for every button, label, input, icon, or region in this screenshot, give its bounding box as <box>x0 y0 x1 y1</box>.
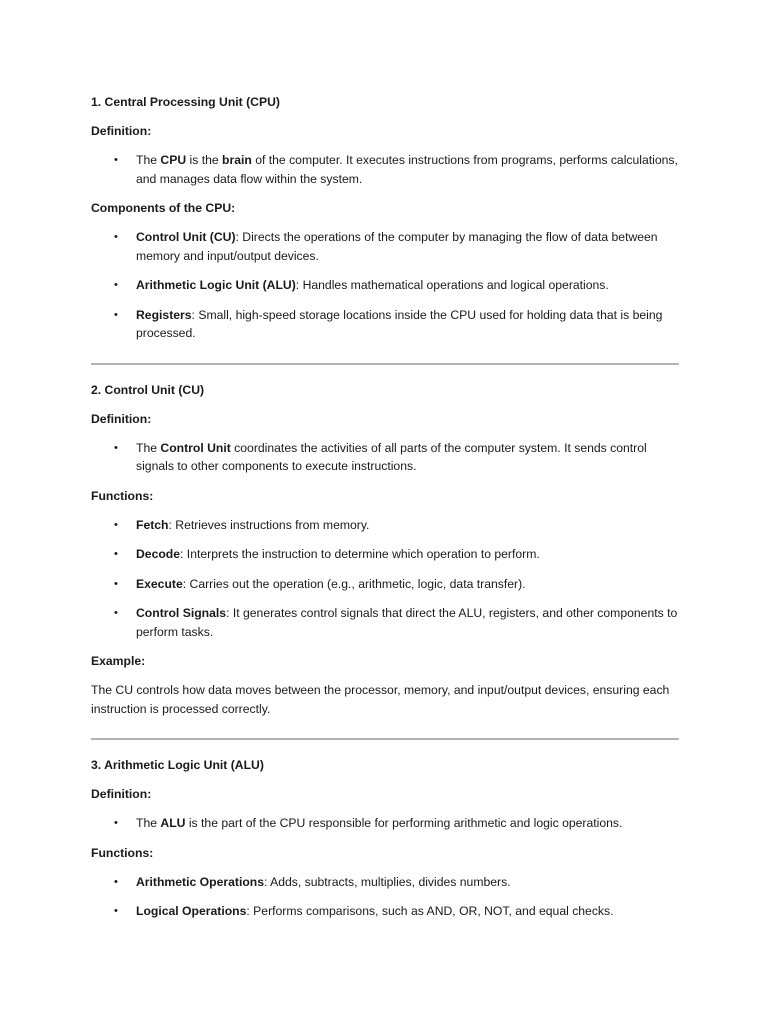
bullet-icon: • <box>114 518 118 531</box>
list-item: • Fetch: Retrieves instructions from memory. <box>91 516 679 535</box>
definition-item: • The Control Unit coordinates the activities of all parts of the computer system. It sends control signals to other components to execute instructions. <box>114 440 647 473</box>
section-heading: 2. Control Unit (CU) <box>91 382 205 397</box>
bullet-icon: • <box>114 817 118 829</box>
list-item: • Registers: Small, high-speed storage locations inside the CPU used for holding data that is being processed. <box>114 307 663 340</box>
definition-list <box>91 151 679 188</box>
definition-item: • The CPU is the brain of the computer. It executes instructions from programs, performs calculations, and manages data flow within the system. <box>114 153 678 186</box>
list-item: • Logical Operations: Performs comparisons, such as AND, OR, NOT, and equal checks. <box>91 902 679 921</box>
list-item: • Decode: Interprets the instruction to determine which operation to perform. <box>91 545 679 564</box>
section-divider <box>91 738 679 740</box>
list-item: • Arithmetic Logic Unit (ALU): Handles mathematical operations and logical operations. <box>91 276 679 295</box>
functions-label: Functions: <box>91 845 154 860</box>
definition-label: Definition: <box>91 787 152 801</box>
section-divider <box>91 363 679 365</box>
bullet-icon: • <box>114 308 118 321</box>
section-control-unit <box>91 381 679 719</box>
section-heading: 3. Arithmetic Logic Unit (ALU) <box>91 758 264 772</box>
document-page <box>91 93 679 932</box>
bullet-icon: • <box>114 231 118 243</box>
functions-list <box>91 516 679 642</box>
list-item: • Arithmetic Operations: Adds, subtracts, multiplies, divides numbers. <box>91 873 679 892</box>
definition-label: Definition: <box>91 124 152 138</box>
list-item: • Control Signals: It generates control signals that direct the ALU, registers, and other components to perform tasks. <box>114 606 678 639</box>
components-label: Components of the CPU: <box>91 201 236 215</box>
definition-list <box>91 814 679 833</box>
bullet-icon: • <box>114 441 118 454</box>
bullet-icon: • <box>114 875 118 888</box>
list-item: • Control Unit (CU): Directs the operations of the computer by managing the flow of data between memory and input/output devices. <box>114 230 658 263</box>
bullet-icon: • <box>114 548 118 560</box>
components-list <box>91 228 679 343</box>
bullet-icon: • <box>114 607 118 619</box>
section-alu <box>91 756 679 921</box>
functions-label: Functions: <box>91 488 154 503</box>
example-label: Example: <box>91 654 146 668</box>
bullet-icon: • <box>114 279 118 291</box>
section-cpu <box>91 93 679 343</box>
definition-label: Definition: <box>91 411 152 426</box>
section-heading: 1. Central Processing Unit (CPU) <box>91 95 280 109</box>
list-item: • Execute: Carries out the operation (e.g., arithmetic, logic, data transfer). <box>91 575 679 594</box>
bullet-icon: • <box>114 577 118 590</box>
definition-item: • The ALU is the part of the CPU responsible for performing arithmetic and logic operations. <box>91 814 679 833</box>
definition-list <box>91 439 679 476</box>
example-paragraph: The CU controls how data moves between the processor, memory, and input/output devices, ensuring each instruction is processed correctly. <box>91 683 670 716</box>
bullet-icon: • <box>114 905 118 917</box>
bullet-icon: • <box>114 154 118 166</box>
functions-list <box>91 873 679 921</box>
